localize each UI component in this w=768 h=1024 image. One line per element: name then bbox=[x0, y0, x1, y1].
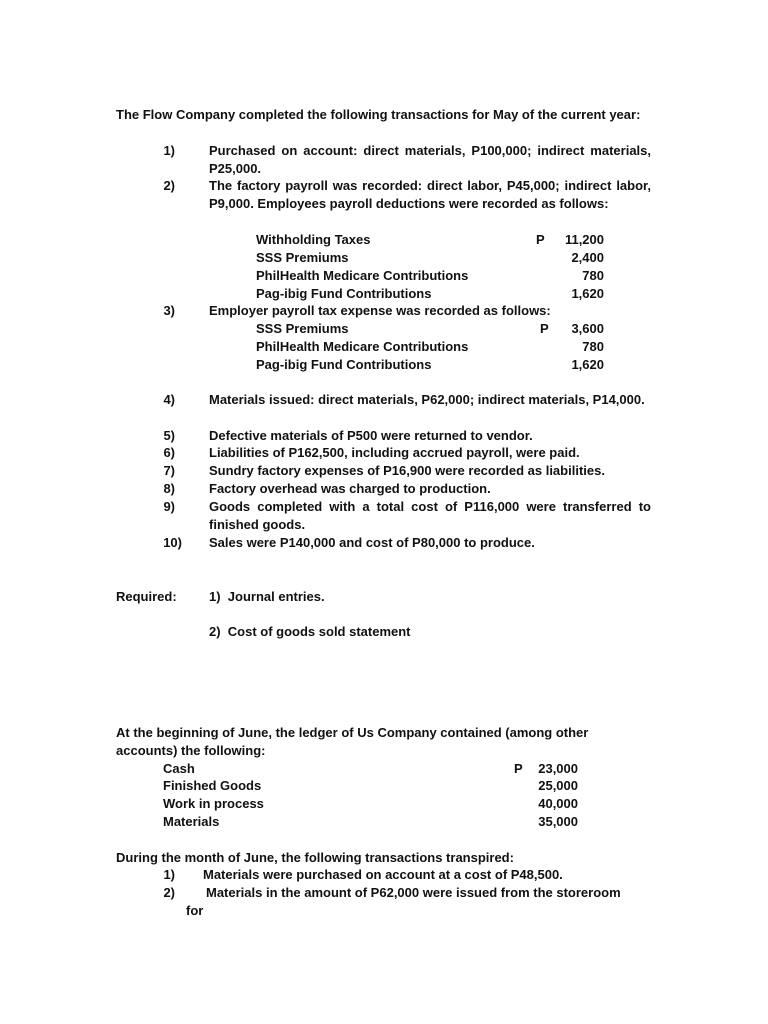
deduction-row bbox=[256, 285, 604, 303]
item-number: 2) bbox=[163, 178, 175, 193]
required-item: 1) Journal entries. bbox=[209, 589, 325, 604]
item-text: The factory payroll was recorded: direct labor, P45,000; indirect labor, P9,000. Employees payroll deductions were recorded as follows: bbox=[209, 178, 651, 211]
deduction-label: PhilHealth Medicare Contributions bbox=[256, 268, 469, 283]
employer-tax-label: SSS Premiums bbox=[256, 321, 349, 336]
item-number: 5) bbox=[163, 428, 175, 443]
item-text: Purchased on account: direct materials, P100,000; indirect materials, P25,000. bbox=[209, 143, 651, 176]
required-item: 2) Cost of goods sold statement bbox=[209, 624, 411, 639]
deduction-amount: 1,620 bbox=[571, 286, 604, 301]
ledger-label: Cash bbox=[163, 761, 195, 776]
item-number: 1) bbox=[163, 867, 175, 882]
item-text: Employer payroll tax expense was recorded as follows: bbox=[209, 303, 551, 318]
section1-intro: The Flow Company completed the following transactions for May of the current year: bbox=[116, 107, 641, 122]
item-number: 10) bbox=[163, 535, 182, 550]
employer-tax-amount: 3,600 bbox=[571, 321, 604, 336]
item-number: 6) bbox=[163, 445, 175, 460]
ledger-label: Finished Goods bbox=[163, 778, 262, 793]
employer-tax-row bbox=[256, 338, 604, 356]
item-text: Sales were P140,000 and cost of P80,000 to produce. bbox=[209, 535, 535, 550]
item-text: Materials issued: direct materials, P62,000; indirect materials, P14,000. bbox=[209, 392, 645, 407]
transactions-intro: During the month of June, the following transactions transpired: bbox=[116, 850, 514, 865]
deduction-label: Pag-ibig Fund Contributions bbox=[256, 286, 432, 301]
employer-tax-label: PhilHealth Medicare Contributions bbox=[256, 339, 469, 354]
item-number: 3) bbox=[163, 303, 175, 318]
deduction-row bbox=[256, 267, 604, 285]
item-text: Materials were purchased on account at a cost of P48,500. bbox=[203, 867, 563, 882]
item-number: 2) bbox=[163, 885, 175, 900]
employer-tax-amount: 780 bbox=[582, 339, 604, 354]
currency-symbol: P bbox=[536, 232, 545, 247]
employer-tax-amount: 1,620 bbox=[571, 357, 604, 372]
ledger-amount: 40,000 bbox=[538, 796, 578, 811]
item-text: Factory overhead was charged to production. bbox=[209, 481, 491, 496]
deduction-label: SSS Premiums bbox=[256, 250, 349, 265]
employer-tax-row bbox=[256, 320, 604, 338]
ledger-row bbox=[163, 813, 578, 831]
deduction-amount: 780 bbox=[582, 268, 604, 283]
item-number: 1) bbox=[163, 143, 175, 158]
ledger-row bbox=[163, 760, 578, 778]
required-label: Required: bbox=[116, 589, 177, 604]
deduction-amount: 11,200 bbox=[564, 232, 604, 247]
item-text: Defective materials of P500 were returned to vendor. bbox=[209, 428, 533, 443]
ledger-label: Work in process bbox=[163, 796, 264, 811]
ledger-amount: 25,000 bbox=[538, 778, 578, 793]
currency-symbol: P bbox=[514, 761, 523, 776]
item-text: Sundry factory expenses of P16,900 were recorded as liabilities. bbox=[209, 463, 605, 478]
continuation-text: for bbox=[186, 903, 204, 918]
item-number: 4) bbox=[163, 392, 175, 407]
item-text: Materials in the amount of P62,000 were issued from the storeroom bbox=[206, 885, 621, 900]
deduction-amount: 2,400 bbox=[571, 250, 604, 265]
ledger-row bbox=[163, 795, 578, 813]
ledger-amount: 23,000 bbox=[538, 761, 578, 776]
currency-symbol: P bbox=[540, 321, 549, 336]
ledger-amount: 35,000 bbox=[538, 814, 578, 829]
item-number: 8) bbox=[163, 481, 175, 496]
deduction-row bbox=[256, 231, 604, 249]
deduction-label: Withholding Taxes bbox=[256, 232, 371, 247]
employer-tax-row bbox=[256, 356, 604, 374]
deduction-row bbox=[256, 249, 604, 267]
item-number: 9) bbox=[163, 499, 175, 514]
item-text: Liabilities of P162,500, including accrued payroll, were paid. bbox=[209, 445, 580, 460]
ledger-row bbox=[163, 777, 578, 795]
item-number: 7) bbox=[163, 463, 175, 478]
ledger-label: Materials bbox=[163, 814, 220, 829]
section2-intro: At the beginning of June, the ledger of Us Company contained (among other accounts) the following: bbox=[116, 725, 589, 758]
employer-tax-label: Pag-ibig Fund Contributions bbox=[256, 357, 432, 372]
item-text: Goods completed with a total cost of P116,000 were transferred to finished goods. bbox=[209, 499, 651, 532]
